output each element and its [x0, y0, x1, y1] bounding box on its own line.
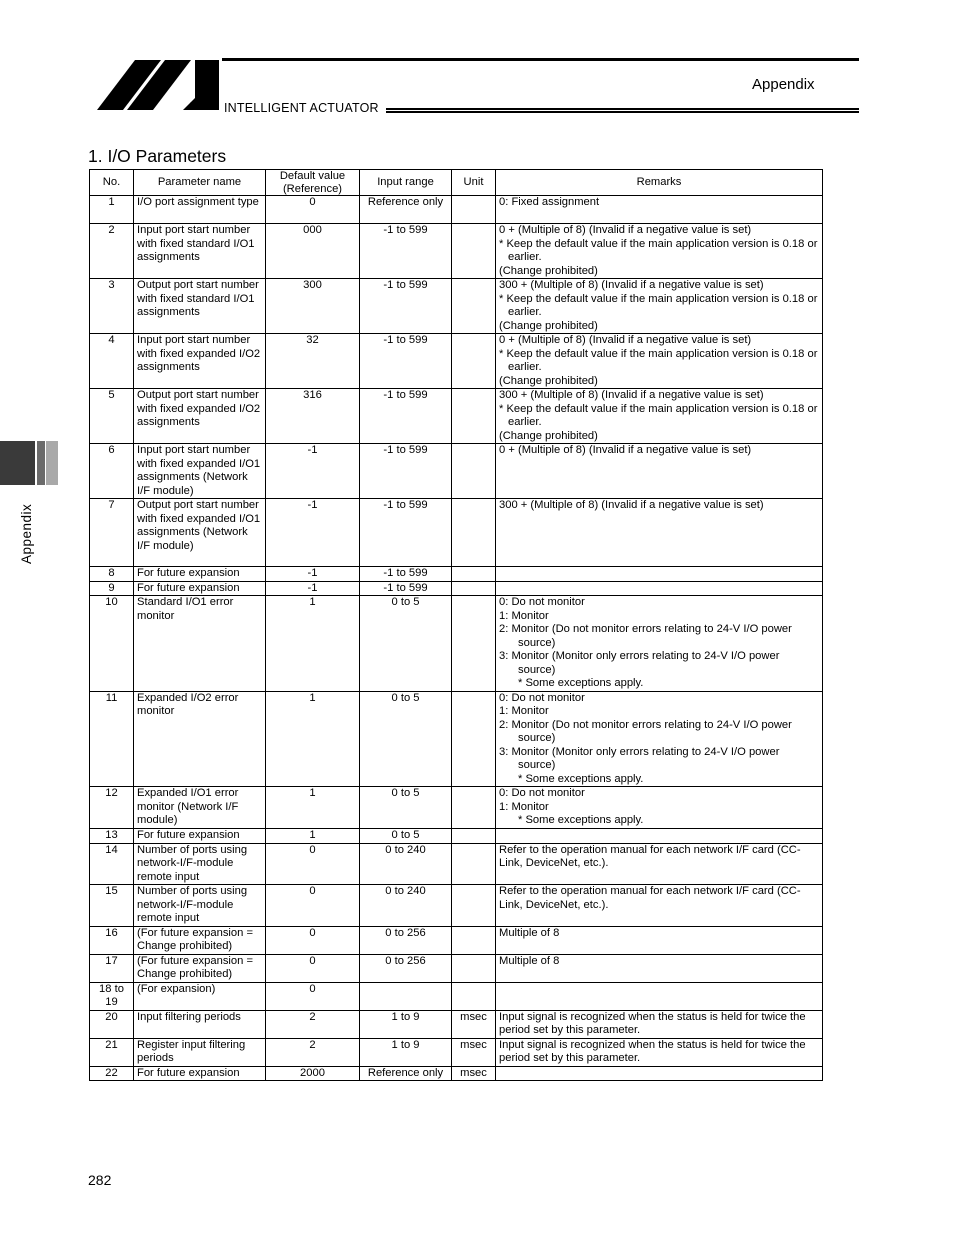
param-range: -1 to 599 [360, 444, 452, 499]
param-remarks [496, 224, 823, 279]
param-range: -1 to 599 [360, 279, 452, 334]
table-row [90, 691, 823, 787]
col-header-remarks: Remarks [496, 170, 823, 196]
param-range: -1 to 599 [360, 499, 452, 567]
param-no: 11 [90, 691, 134, 787]
col-header-unit: Unit [452, 170, 496, 196]
param-remarks [496, 982, 823, 1010]
param-name: (For future expansion = Change prohibited) [134, 954, 266, 982]
table-row [90, 1010, 823, 1038]
param-remarks [496, 843, 823, 885]
table-row [90, 389, 823, 444]
param-unit: msec [452, 1066, 496, 1081]
remark-line: 300 + (Multiple of 8) (Invalid if a negative value is set) [499, 279, 764, 291]
param-default: 0 [266, 982, 360, 1010]
table-row [90, 279, 823, 334]
remark-line: 300 + (Multiple of 8) (Invalid if a negative value is set) [499, 499, 764, 511]
param-no: 20 [90, 1010, 134, 1038]
param-unit [452, 843, 496, 885]
side-tab-label: Appendix [19, 503, 34, 564]
param-default: 1 [266, 691, 360, 787]
remark-line: 0 + (Multiple of 8) (Invalid if a negative value is set) [499, 334, 752, 346]
remark-line: (Change prohibited) [499, 374, 598, 387]
param-default: -1 [266, 444, 360, 499]
col-header-no: No. [90, 170, 134, 196]
table-row [90, 334, 823, 389]
remark-line: 0 + (Multiple of 8) (Invalid if a negative value is set) [499, 444, 752, 456]
param-range: 0 to 5 [360, 829, 452, 844]
io-parameters-table [89, 169, 823, 1081]
param-range: 0 to 5 [360, 691, 452, 787]
param-name: Output port start number with fixed expanded I/O2 assignments [134, 389, 266, 444]
param-name: Input port start number with fixed standard I/O1 assignments [134, 224, 266, 279]
param-remarks [496, 787, 823, 829]
param-remarks [496, 885, 823, 927]
param-range: -1 to 599 [360, 389, 452, 444]
param-no: 15 [90, 885, 134, 927]
param-no: 1 [90, 196, 134, 224]
param-remarks [496, 499, 823, 567]
remark-line: 1: Monitor [499, 705, 549, 717]
param-range: 1 to 9 [360, 1038, 452, 1066]
param-name: Output port start number with fixed standard I/O1 assignments [134, 279, 266, 334]
param-default: 1 [266, 596, 360, 692]
param-no: 9 [90, 581, 134, 596]
col-header-parameter-name: Parameter name [134, 170, 266, 196]
param-remarks [496, 279, 823, 334]
param-unit [452, 829, 496, 844]
param-name: Register input filtering periods [134, 1038, 266, 1066]
param-range: 0 to 256 [360, 954, 452, 982]
remark-line: 2: Monitor (Do not monitor errors relating to 24-V I/O power source) [499, 623, 792, 649]
param-default: -1 [266, 567, 360, 582]
param-name: Output port start number with fixed expanded I/O1 assignments (Network I/F module) [134, 499, 266, 567]
param-no: 8 [90, 567, 134, 582]
param-default: 000 [266, 224, 360, 279]
param-remarks [496, 926, 823, 954]
remark-line: (Change prohibited) [499, 429, 598, 442]
param-remarks [496, 196, 823, 224]
remark-line: (Change prohibited) [499, 319, 598, 332]
param-range: Reference only [360, 196, 452, 224]
remark-line: 3: Monitor (Monitor only errors relating to 24-V I/O power source) [499, 650, 780, 676]
remark-line: * Keep the default value if the main application version is 0.18 or earlier. [499, 237, 818, 263]
param-range: -1 to 599 [360, 224, 452, 279]
table-row [90, 1038, 823, 1066]
remark-line: Refer to the operation manual for each network I/F card (CC-Link, DeviceNet, etc.). [499, 885, 801, 911]
param-range: -1 to 599 [360, 334, 452, 389]
remark-line: 0: Fixed assignment [499, 196, 600, 208]
table-row [90, 596, 823, 692]
param-default: 1 [266, 829, 360, 844]
param-default: 2000 [266, 1066, 360, 1081]
param-unit [452, 581, 496, 596]
param-name: (For expansion) [134, 982, 266, 1010]
param-no: 13 [90, 829, 134, 844]
param-no: 18 to 19 [90, 982, 134, 1010]
param-name: For future expansion [134, 581, 266, 596]
param-name: (For future expansion = Change prohibited) [134, 926, 266, 954]
param-remarks [496, 596, 823, 692]
param-no: 21 [90, 1038, 134, 1066]
param-unit [452, 982, 496, 1010]
param-remarks [496, 444, 823, 499]
param-default: 316 [266, 389, 360, 444]
param-unit [452, 389, 496, 444]
param-unit [452, 444, 496, 499]
remark-line: 0: Do not monitor [499, 787, 585, 799]
param-unit [452, 596, 496, 692]
remark-line: 0: Do not monitor [499, 691, 585, 704]
param-default: 0 [266, 196, 360, 224]
param-name: Input filtering periods [134, 1010, 266, 1038]
remark-line: * Some exceptions apply. [518, 677, 644, 689]
param-range: 1 to 9 [360, 1010, 452, 1038]
remark-line: * Keep the default value if the main application version is 0.18 or earlier. [499, 402, 818, 428]
param-unit: msec [452, 1010, 496, 1038]
param-unit [452, 224, 496, 279]
param-name: Input port start number with fixed expanded I/O2 assignments [134, 334, 266, 389]
param-default: 2 [266, 1038, 360, 1066]
param-range: Reference only [360, 1066, 452, 1081]
header-rule-top [222, 58, 859, 61]
param-name: Input port start number with fixed expanded I/O1 assignments (Network I/F module) [134, 444, 266, 499]
table-row [90, 499, 823, 567]
remark-line: (Change prohibited) [499, 264, 598, 277]
param-unit [452, 691, 496, 787]
param-unit [452, 787, 496, 829]
param-unit: msec [452, 1038, 496, 1066]
col-header-default-value: Default value (Reference) [266, 170, 360, 196]
param-unit [452, 926, 496, 954]
param-range: 0 to 5 [360, 787, 452, 829]
param-default: -1 [266, 499, 360, 567]
table-row [90, 567, 823, 582]
remark-line: * Keep the default value if the main application version is 0.18 or earlier. [499, 347, 818, 373]
param-range: -1 to 599 [360, 581, 452, 596]
remark-line: 1: Monitor [499, 800, 549, 813]
param-name: Number of ports using network-I/F-module remote input [134, 843, 266, 885]
param-remarks [496, 954, 823, 982]
param-no: 16 [90, 926, 134, 954]
header-company-name: INTELLIGENT ACTUATOR [224, 101, 379, 115]
param-range: 0 to 240 [360, 843, 452, 885]
remark-line: * Some exceptions apply. [518, 772, 644, 785]
table-row [90, 885, 823, 927]
header-section-label: Appendix [752, 76, 815, 93]
param-no: 7 [90, 499, 134, 567]
param-default: 32 [266, 334, 360, 389]
param-default: -1 [266, 581, 360, 596]
param-remarks [496, 829, 823, 844]
param-range: -1 to 599 [360, 567, 452, 582]
table-row [90, 982, 823, 1010]
remark-line: Input signal is recognized when the status is held for twice the period set by this parameter. [499, 1010, 806, 1036]
param-range [360, 982, 452, 1010]
table-row [90, 843, 823, 885]
param-no: 12 [90, 787, 134, 829]
param-default: 0 [266, 926, 360, 954]
param-no: 2 [90, 224, 134, 279]
param-name: Expanded I/O2 error monitor [134, 691, 266, 787]
remark-line: 2: Monitor (Do not monitor errors relating to 24-V I/O power source) [499, 718, 792, 744]
param-no: 4 [90, 334, 134, 389]
header-rule [386, 108, 859, 113]
param-name: I/O port assignment type [134, 196, 266, 224]
param-remarks [496, 1038, 823, 1066]
param-remarks [496, 389, 823, 444]
param-remarks [496, 1010, 823, 1038]
table-row [90, 196, 823, 224]
remark-line: 0 + (Multiple of 8) (Invalid if a negative value is set) [499, 224, 752, 236]
table-row [90, 787, 823, 829]
param-unit [452, 499, 496, 567]
param-remarks [496, 334, 823, 389]
table-row [90, 926, 823, 954]
param-no: 6 [90, 444, 134, 499]
remark-line: * Keep the default value if the main application version is 0.18 or earlier. [499, 292, 818, 318]
param-remarks [496, 581, 823, 596]
param-default: 0 [266, 843, 360, 885]
table-row [90, 829, 823, 844]
param-unit [452, 954, 496, 982]
remark-line: * Some exceptions apply. [518, 814, 644, 826]
param-no: 17 [90, 954, 134, 982]
param-name: Expanded I/O1 error monitor (Network I/F module) [134, 787, 266, 829]
param-no: 3 [90, 279, 134, 334]
param-name: Standard I/O1 error monitor [134, 596, 266, 692]
param-range: 0 to 5 [360, 596, 452, 692]
page-number: 282 [88, 1172, 112, 1188]
param-unit [452, 885, 496, 927]
param-remarks [496, 1066, 823, 1081]
param-name: For future expansion [134, 1066, 266, 1081]
remark-line: Refer to the operation manual for each network I/F card (CC-Link, DeviceNet, etc.). [499, 843, 801, 869]
param-unit [452, 334, 496, 389]
param-default: 0 [266, 954, 360, 982]
param-unit [452, 196, 496, 224]
remark-line: Multiple of 8 [499, 954, 560, 967]
param-remarks [496, 691, 823, 787]
remark-line: Multiple of 8 [499, 926, 560, 939]
table-row [90, 581, 823, 596]
table-row [90, 954, 823, 982]
table-header-row [90, 170, 823, 196]
company-logo [97, 58, 219, 112]
param-name: For future expansion [134, 567, 266, 582]
param-unit [452, 567, 496, 582]
param-name: For future expansion [134, 829, 266, 844]
remark-line: 300 + (Multiple of 8) (Invalid if a negative value is set) [499, 389, 764, 401]
param-default: 2 [266, 1010, 360, 1038]
param-no: 10 [90, 596, 134, 692]
table-row [90, 1066, 823, 1081]
remark-line: 3: Monitor (Monitor only errors relating to 24-V I/O power source) [499, 745, 780, 771]
remark-line: Input signal is recognized when the status is held for twice the period set by this parameter. [499, 1038, 806, 1064]
param-no: 14 [90, 843, 134, 885]
param-default: 0 [266, 885, 360, 927]
param-unit [452, 279, 496, 334]
param-name: Number of ports using network-I/F-module remote input [134, 885, 266, 927]
table-row [90, 444, 823, 499]
param-default: 1 [266, 787, 360, 829]
section-title: 1. I/O Parameters [88, 146, 227, 166]
param-no: 22 [90, 1066, 134, 1081]
param-range: 0 to 240 [360, 885, 452, 927]
param-remarks [496, 567, 823, 582]
side-tab-marker [0, 441, 58, 485]
remark-line: 1: Monitor [499, 609, 549, 622]
param-no: 5 [90, 389, 134, 444]
remark-line: 0: Do not monitor [499, 596, 585, 608]
table-row [90, 224, 823, 279]
param-default: 300 [266, 279, 360, 334]
col-header-input-range: Input range [360, 170, 452, 196]
param-range: 0 to 256 [360, 926, 452, 954]
